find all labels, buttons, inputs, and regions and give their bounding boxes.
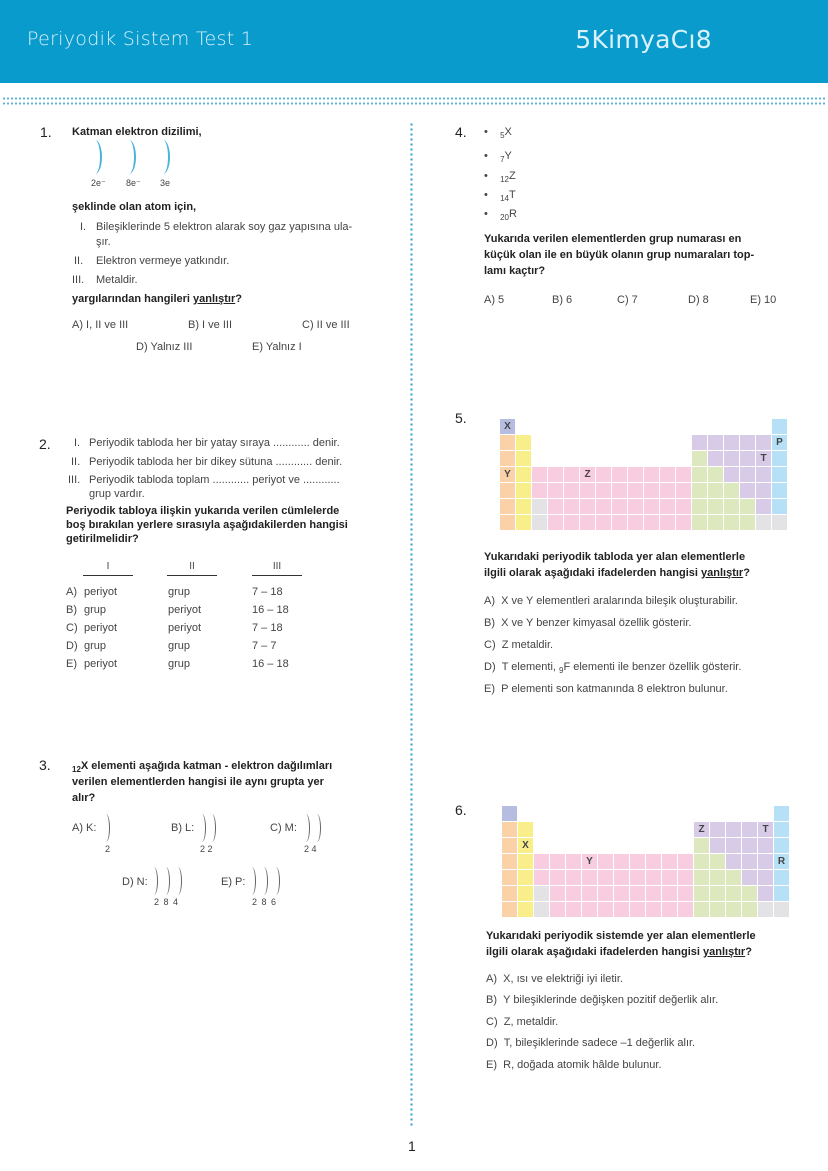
- cell-iii: 16 – 18: [252, 604, 289, 616]
- dotted-divider: [2, 97, 826, 100]
- question-prompt: Yukarıdaki periyodik tabloda yer alan elementlerle: [484, 551, 746, 563]
- question-prompt: Periyodik tabloya ilişkin yukarıda verilen cümlelerde: [66, 505, 340, 517]
- periodic-cell: [756, 435, 771, 450]
- option-b[interactable]: B) Y bileşiklerinde değişken pozitif değerlik alır.: [486, 994, 719, 1006]
- periodic-cell: [740, 499, 755, 514]
- periodic-cell: [612, 515, 627, 530]
- periodic-cell: [678, 902, 693, 917]
- periodic-cell: [596, 515, 611, 530]
- periodic-cell: [692, 435, 707, 450]
- question-prompt: yargılarından hangileri yanlıştır?: [72, 293, 242, 305]
- periodic-cell: [564, 483, 579, 498]
- periodic-cell: [598, 886, 613, 901]
- periodic-cell: [550, 902, 565, 917]
- periodic-cell: [502, 886, 517, 901]
- question-prompt: $_{12}$X elementi aşağıda katman - elektron dağılımları: [72, 760, 333, 774]
- periodic-cell: [662, 870, 677, 885]
- periodic-cell: [726, 822, 741, 837]
- option-e[interactable]: E) R, doğada atomik hâlde bulunur.: [486, 1059, 662, 1071]
- periodic-cell: [774, 838, 789, 853]
- periodic-cell: [740, 515, 755, 530]
- periodic-cell: [774, 822, 789, 837]
- periodic-cell: [758, 870, 773, 885]
- periodic-cell: [660, 515, 675, 530]
- periodic-cell: [582, 870, 597, 885]
- option-label: C): [66, 622, 78, 634]
- cell-i: grup: [84, 604, 107, 616]
- periodic-cell: [710, 822, 725, 837]
- periodic-cell: [662, 902, 677, 917]
- periodic-cell: [694, 886, 709, 901]
- brand-logo: 5KimyaCı8: [575, 25, 712, 54]
- statement-number: I.: [80, 221, 87, 233]
- shell-label: 2e⁻: [91, 178, 106, 188]
- page-header: [0, 0, 828, 83]
- periodic-cell: [628, 499, 643, 514]
- periodic-cell: [644, 499, 659, 514]
- periodic-cell: [726, 838, 741, 853]
- periodic-cell: [534, 886, 549, 901]
- question-prompt: boş bırakılan yerlere sırasıyla aşağıdakilerden hangisi: [66, 519, 348, 531]
- periodic-cell: [630, 886, 645, 901]
- periodic-cell: [708, 451, 723, 466]
- periodic-cell: [742, 886, 757, 901]
- periodic-cell: [758, 902, 773, 917]
- periodic-cell: [532, 499, 547, 514]
- periodic-cell: [772, 467, 787, 482]
- option-e[interactable]: E) P elementi son katmanında 8 elektron bulunur.: [484, 683, 728, 695]
- periodic-cell: [708, 515, 723, 530]
- periodic-cell: [500, 483, 515, 498]
- cell-iii: 7 – 7: [252, 640, 277, 652]
- periodic-cell: [662, 886, 677, 901]
- periodic-cell: [724, 483, 739, 498]
- statement-number: I.: [74, 437, 81, 449]
- periodic-cell: [724, 515, 739, 530]
- shell-arc-icon: [150, 867, 158, 895]
- periodic-cell: [548, 483, 563, 498]
- periodic-cell: [548, 515, 563, 530]
- periodic-cell: [740, 467, 755, 482]
- periodic-cell: [708, 483, 723, 498]
- periodic-cell: [596, 483, 611, 498]
- option-label: D): [66, 640, 78, 652]
- periodic-cell: [580, 499, 595, 514]
- periodic-cell: [516, 515, 531, 530]
- periodic-cell: [534, 870, 549, 885]
- periodic-cell: [564, 499, 579, 514]
- statement-text: Metaldir.: [96, 274, 138, 286]
- periodic-cell: [500, 435, 515, 450]
- electron-counts: 2 4: [304, 844, 317, 854]
- periodic-cell: [740, 451, 755, 466]
- periodic-cell: [614, 886, 629, 901]
- periodic-cell: [516, 467, 531, 482]
- option-c[interactable]: C) Z metaldir.: [484, 639, 554, 651]
- statement-text: Bileşiklerinde 5 elektron alarak soy gaz yapısına ula-: [96, 221, 353, 233]
- cell-ii: grup: [168, 586, 191, 598]
- option-e[interactable]: E) 10: [750, 294, 777, 306]
- periodic-cell: [710, 886, 725, 901]
- option-a[interactable]: A) X, ısı ve elektriği iyi iletir.: [486, 973, 623, 985]
- option-e[interactable]: E) Yalnız I: [252, 341, 302, 353]
- periodic-cell: [774, 902, 789, 917]
- periodic-cell: [660, 499, 675, 514]
- periodic-cell: [516, 435, 531, 450]
- column-header: III: [252, 561, 302, 576]
- periodic-cell: [692, 483, 707, 498]
- periodic-cell: [644, 483, 659, 498]
- periodic-cell: [726, 870, 741, 885]
- shell-arc-icon: [122, 140, 136, 174]
- periodic-cell: [502, 870, 517, 885]
- statement-text: grup vardır.: [89, 488, 145, 500]
- question-prompt: ilgili olarak aşağıdaki ifadelerden hangisi yanlıştır?: [486, 946, 752, 958]
- option-c[interactable]: C) II ve III: [302, 319, 350, 331]
- option-b[interactable]: B) 6: [552, 294, 573, 306]
- element-label: T: [756, 451, 771, 466]
- element-list-item: • $_{14}$T: [484, 189, 516, 203]
- periodic-cell: [660, 467, 675, 482]
- periodic-cell: [742, 838, 757, 853]
- question-prompt: ilgili olarak aşağıdaki ifadelerden hangisi yanlıştır?: [484, 567, 750, 579]
- question-prompt: lamı kaçtır?: [484, 265, 546, 277]
- periodic-cell: [566, 870, 581, 885]
- cell-ii: periyot: [168, 622, 202, 634]
- periodic-cell: [500, 451, 515, 466]
- periodic-cell: [724, 499, 739, 514]
- periodic-cell: [708, 435, 723, 450]
- statement-text: Periyodik tabloda her bir dikey sütuna ............ denir.: [89, 456, 343, 468]
- question-lead: şeklinde olan atom için,: [72, 201, 197, 213]
- periodic-cell: [532, 515, 547, 530]
- periodic-cell: [694, 902, 709, 917]
- periodic-cell: [758, 886, 773, 901]
- periodic-cell: [630, 854, 645, 869]
- statement-number: III.: [72, 274, 85, 286]
- option-a[interactable]: A) I, II ve III: [72, 319, 129, 331]
- periodic-cell: [582, 902, 597, 917]
- question-prompt: alır?: [72, 792, 96, 804]
- statement-text: Periyodik tabloda toplam ............ periyot ve ............: [89, 474, 340, 486]
- periodic-cell: [598, 854, 613, 869]
- shell-label: 3e: [160, 178, 171, 188]
- cell-i: grup: [84, 640, 107, 652]
- periodic-cell: [740, 435, 755, 450]
- periodic-cell: [598, 902, 613, 917]
- periodic-cell: [580, 515, 595, 530]
- periodic-cell: [710, 902, 725, 917]
- shell-arc-icon: [174, 867, 182, 895]
- periodic-cell: [646, 870, 661, 885]
- cell-iii: 7 – 18: [252, 622, 283, 634]
- periodic-cell: [630, 902, 645, 917]
- periodic-cell: [694, 870, 709, 885]
- periodic-cell: [708, 499, 723, 514]
- cell-ii: grup: [168, 658, 191, 670]
- periodic-cell: [516, 499, 531, 514]
- periodic-cell: [676, 499, 691, 514]
- periodic-cell: [612, 467, 627, 482]
- question-number: 6.: [455, 802, 467, 818]
- periodic-cell: [678, 886, 693, 901]
- question-number: 2.: [39, 436, 51, 452]
- periodic-cell: [772, 499, 787, 514]
- periodic-cell: [612, 499, 627, 514]
- periodic-cell: [628, 515, 643, 530]
- periodic-cell: [756, 515, 771, 530]
- shell-arc-icon: [272, 867, 280, 895]
- shell-arc-icon: [302, 814, 310, 842]
- option-label: A) K:: [72, 822, 97, 834]
- statement-number: II.: [71, 456, 81, 468]
- periodic-cell: [676, 467, 691, 482]
- element-list-item: • $_{20}$R: [484, 208, 517, 222]
- dotted-divider: [2, 102, 826, 105]
- periodic-cell: [710, 854, 725, 869]
- option-label: E) P:: [221, 876, 246, 888]
- periodic-cell: [612, 483, 627, 498]
- periodic-cell: [742, 822, 757, 837]
- statement-text: Periyodik tabloda her bir yatay sıraya ............ denir.: [89, 437, 340, 449]
- option-label: A): [66, 586, 77, 598]
- periodic-cell: [518, 902, 533, 917]
- periodic-cell: [772, 451, 787, 466]
- periodic-cell: [534, 854, 549, 869]
- element-label: Y: [500, 467, 515, 482]
- periodic-cell: [518, 886, 533, 901]
- question-number: 1.: [40, 124, 52, 140]
- periodic-cell: [694, 854, 709, 869]
- element-label: Z: [580, 467, 595, 482]
- option-a[interactable]: A) X ve Y elementleri aralarında bileşik oluşturabilir.: [484, 595, 738, 607]
- element-label: X: [500, 419, 515, 434]
- periodic-cell: [646, 886, 661, 901]
- periodic-cell: [614, 902, 629, 917]
- periodic-cell: [564, 467, 579, 482]
- periodic-cell: [646, 854, 661, 869]
- shell-arc-icon: [208, 814, 216, 842]
- periodic-cell: [774, 870, 789, 885]
- question-number: 4.: [455, 124, 467, 140]
- question-stem: Katman elektron dizilimi,: [72, 126, 202, 138]
- periodic-cell: [726, 854, 741, 869]
- periodic-cell: [774, 806, 789, 821]
- periodic-cell: [710, 838, 725, 853]
- electron-counts: 2: [105, 844, 111, 854]
- periodic-cell: [582, 886, 597, 901]
- statement-text: şır.: [96, 236, 111, 248]
- element-list-item: • $_{12}$Z: [484, 170, 516, 184]
- option-c[interactable]: C) Z, metaldir.: [486, 1016, 559, 1028]
- cell-i: periyot: [84, 622, 118, 634]
- periodic-cell: [772, 419, 787, 434]
- periodic-cell: [502, 902, 517, 917]
- question-prompt: Yukarıda verilen elementlerden grup numarası en: [484, 233, 742, 245]
- option-d[interactable]: D) Yalnız III: [136, 341, 193, 353]
- option-label: B) L:: [171, 822, 195, 834]
- periodic-cell: [502, 822, 517, 837]
- element-label: Z: [694, 822, 709, 837]
- periodic-cell: [710, 870, 725, 885]
- option-b[interactable]: B) X ve Y benzer kimyasal özellik gösterir.: [484, 617, 692, 629]
- periodic-cell: [644, 515, 659, 530]
- statement-text: Elektron vermeye yatkındır.: [96, 255, 230, 267]
- option-b[interactable]: B) I ve III: [188, 319, 233, 331]
- statement-number: II.: [74, 255, 84, 267]
- periodic-cell: [580, 483, 595, 498]
- periodic-cell: [756, 467, 771, 482]
- element-label: X: [518, 838, 533, 853]
- periodic-cell: [644, 467, 659, 482]
- periodic-cell: [742, 854, 757, 869]
- element-list-item: • $_7$Y: [484, 150, 512, 164]
- statement-number: III.: [68, 474, 81, 486]
- cell-i: periyot: [84, 586, 118, 598]
- option-c[interactable]: C) 7: [617, 294, 638, 306]
- cell-ii: periyot: [168, 604, 202, 616]
- cell-iii: 16 – 18: [252, 658, 289, 670]
- periodic-cell: [662, 854, 677, 869]
- electron-counts: 2 8 6: [252, 897, 278, 907]
- periodic-cell: [724, 451, 739, 466]
- shell-arc-icon: [260, 867, 268, 895]
- periodic-cell: [758, 854, 773, 869]
- question-number: 3.: [39, 757, 51, 773]
- periodic-cell: [694, 838, 709, 853]
- element-label: R: [774, 854, 789, 869]
- periodic-cell: [676, 515, 691, 530]
- option-d[interactable]: D) T elementi, $_9$F elementi ile benzer özellik gösterir.: [484, 661, 742, 675]
- periodic-cell: [772, 515, 787, 530]
- periodic-cell: [566, 902, 581, 917]
- periodic-cell: [692, 499, 707, 514]
- shell-arc-icon: [198, 814, 206, 842]
- question-prompt: getirilmelidir?: [66, 533, 139, 545]
- shell-arc-icon: [156, 140, 170, 174]
- periodic-cell: [742, 870, 757, 885]
- option-label: D) N:: [122, 876, 148, 888]
- periodic-cell: [678, 870, 693, 885]
- periodic-cell: [548, 467, 563, 482]
- periodic-cell: [740, 483, 755, 498]
- test-title: Periyodik Sistem Test 1: [27, 28, 254, 50]
- periodic-cell: [774, 886, 789, 901]
- periodic-cell: [518, 822, 533, 837]
- periodic-cell: [518, 854, 533, 869]
- periodic-cell: [550, 886, 565, 901]
- periodic-cell: [532, 483, 547, 498]
- periodic-cell: [614, 854, 629, 869]
- question-prompt: Yukarıdaki periyodik sistemde yer alan elementlerle: [486, 930, 756, 942]
- page-number: 1: [408, 1138, 416, 1154]
- question-prompt: verilen elementlerden hangisi ile aynı grupta yer: [72, 776, 324, 788]
- periodic-cell: [566, 886, 581, 901]
- periodic-cell: [724, 435, 739, 450]
- periodic-cell: [502, 838, 517, 853]
- option-d[interactable]: D) 8: [688, 294, 709, 306]
- option-label: C) M:: [270, 822, 297, 834]
- periodic-cell: [516, 483, 531, 498]
- periodic-cell: [756, 483, 771, 498]
- cell-ii: grup: [168, 640, 191, 652]
- periodic-cell: [518, 870, 533, 885]
- periodic-cell: [676, 483, 691, 498]
- column-divider: [410, 122, 413, 1127]
- periodic-cell: [566, 854, 581, 869]
- option-d[interactable]: D) T, bileşiklerinde sadece –1 değerlik alır.: [486, 1037, 696, 1049]
- periodic-cell: [708, 467, 723, 482]
- column-header: I: [83, 561, 133, 576]
- element-list-item: • $_5$X: [484, 126, 512, 140]
- periodic-cell: [726, 886, 741, 901]
- option-label: B): [66, 604, 77, 616]
- periodic-cell: [646, 902, 661, 917]
- shell-arc-icon: [313, 814, 321, 842]
- periodic-cell: [692, 515, 707, 530]
- periodic-cell: [564, 515, 579, 530]
- periodic-cell: [726, 902, 741, 917]
- element-label: T: [758, 822, 773, 837]
- periodic-cell: [724, 467, 739, 482]
- periodic-cell: [596, 467, 611, 482]
- periodic-cell: [628, 483, 643, 498]
- shell-arc-icon: [162, 867, 170, 895]
- question-prompt: küçük olan ile en büyük olanın grup numaraları top-: [484, 249, 755, 261]
- periodic-cell: [628, 467, 643, 482]
- periodic-cell: [550, 854, 565, 869]
- shell-arc-icon: [248, 867, 256, 895]
- periodic-cell: [500, 515, 515, 530]
- column-header: II: [167, 561, 217, 576]
- option-label: E): [66, 658, 77, 670]
- electron-counts: 2 8 4: [154, 897, 180, 907]
- periodic-cell: [550, 870, 565, 885]
- periodic-cell: [772, 483, 787, 498]
- electron-counts: 2 2: [200, 844, 213, 854]
- periodic-cell: [756, 499, 771, 514]
- periodic-cell: [758, 838, 773, 853]
- periodic-cell: [630, 870, 645, 885]
- shell-arc-icon: [88, 140, 102, 174]
- periodic-cell: [516, 451, 531, 466]
- shell-arc-icon: [102, 814, 110, 842]
- question-number: 5.: [455, 410, 467, 426]
- periodic-cell: [598, 870, 613, 885]
- periodic-cell: [678, 854, 693, 869]
- periodic-cell: [660, 483, 675, 498]
- periodic-cell: [532, 467, 547, 482]
- periodic-cell: [692, 451, 707, 466]
- periodic-cell: [614, 870, 629, 885]
- cell-i: periyot: [84, 658, 118, 670]
- periodic-cell: [502, 854, 517, 869]
- cell-iii: 7 – 18: [252, 586, 283, 598]
- periodic-cell: [500, 499, 515, 514]
- shell-label: 8e⁻: [126, 178, 141, 188]
- element-label: Y: [582, 854, 597, 869]
- periodic-cell: [548, 499, 563, 514]
- periodic-cell: [534, 902, 549, 917]
- element-label: P: [772, 435, 787, 450]
- periodic-cell: [502, 806, 517, 821]
- periodic-cell: [692, 467, 707, 482]
- periodic-cell: [742, 902, 757, 917]
- periodic-cell: [596, 499, 611, 514]
- option-a[interactable]: A) 5: [484, 294, 505, 306]
